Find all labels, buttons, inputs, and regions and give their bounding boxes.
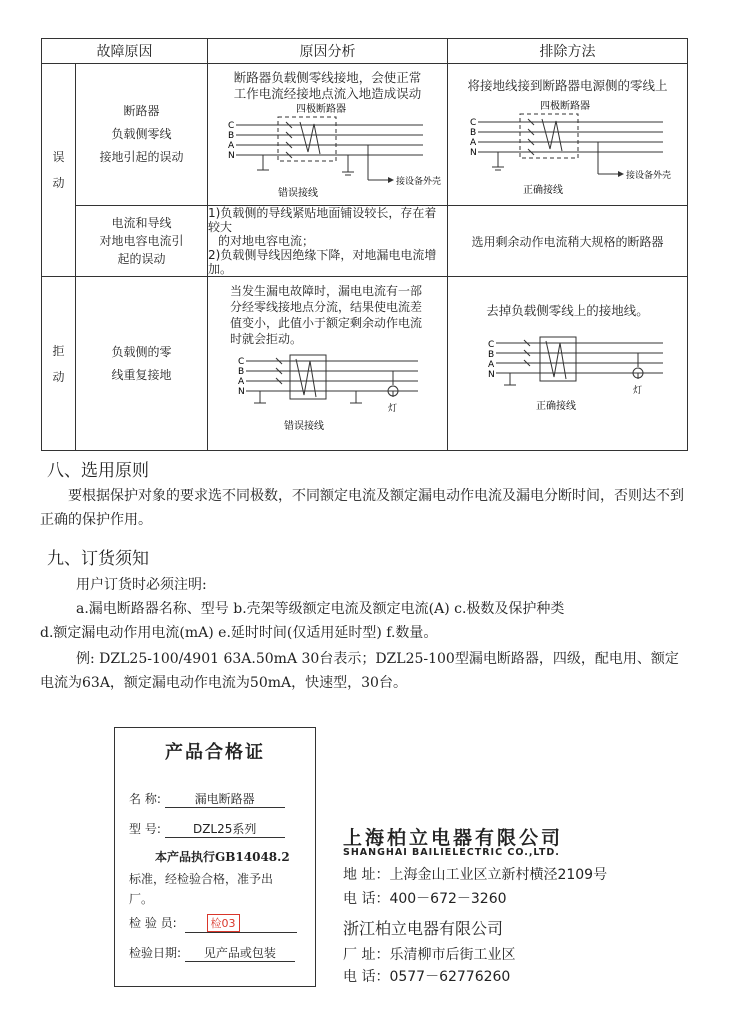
remedy-cell — [448, 277, 688, 451]
company-1-name-en: SHANGHAI BAILIELECTRIC CO.,LTD. — [343, 847, 560, 858]
remedy-cell: 选用剩余动作电流稍大规格的断路器 — [448, 206, 688, 277]
cause-line: 断路器 — [123, 104, 160, 118]
standard-line: 标准，经检验合格，准予出 — [129, 872, 274, 886]
category-char: 动 — [52, 369, 65, 384]
diagram-bottom-label: 正确接线 — [523, 185, 563, 196]
cause-line: 负载侧的零 — [111, 344, 172, 359]
table-row — [42, 277, 688, 451]
analysis-line: 1)负载侧的导线紧贴地面铺设较长，存在着较大 — [208, 206, 437, 234]
inspector-row — [129, 914, 297, 933]
header-analysis: 原因分析 — [208, 39, 448, 64]
diagram-bottom-label: 错误接线 — [278, 188, 318, 199]
company-2-name: 浙江柏立电器有限公司 — [343, 919, 504, 938]
inspector-label: 检 验 员: — [129, 916, 177, 930]
line-label-b: B — [228, 131, 235, 141]
lamp-label: 灯 — [633, 386, 643, 396]
analysis-cell — [208, 64, 448, 206]
order-line-2: a.漏电断路器名称、型号 b.壳架等级额定电流及额定电流(A) c.极数及保护种类 — [76, 601, 565, 617]
line-label-a: A — [470, 138, 477, 148]
model-label: 型 号: — [129, 822, 161, 836]
analysis-line: 断路器负载侧零线接地，会使正常 — [233, 70, 422, 85]
table-header-row — [42, 39, 688, 64]
section-8-title: 八、选用原则 — [47, 461, 149, 481]
name-value: 漏电断路器 — [165, 790, 285, 808]
line-label-n: N — [488, 370, 495, 380]
cause-line: 线重复接地 — [111, 367, 172, 382]
diagram-bottom-label: 错误接线 — [284, 421, 324, 432]
certificate-model-row — [129, 820, 285, 838]
inspector-stamp: 检03 — [207, 914, 240, 932]
section-8-body: 要根据保护对象的要求选不同极数，不同额定电流及额定漏电动作电流及漏电分断时间，否则达不到正确的保护作用。 — [40, 488, 684, 528]
cause-line: 起的误动 — [117, 252, 166, 266]
analysis-line: 当发生漏电故障时，漏电电流有一部 — [230, 284, 423, 298]
analysis-cell — [208, 206, 448, 277]
line-label-n: N — [228, 151, 235, 161]
line-label-a: A — [488, 360, 495, 370]
table-row — [42, 64, 688, 206]
header-remedy: 排除方法 — [448, 39, 688, 64]
diagram-bottom-label: 正确接线 — [536, 401, 576, 412]
wiring-diagram-correct — [448, 94, 686, 199]
cause-line: 对地电容电流引 — [99, 234, 184, 248]
model-value: DZL25系列 — [165, 820, 285, 838]
analysis-line: 时就会拒动。 — [230, 332, 303, 346]
line-label-b: B — [238, 367, 245, 377]
wiring-diagram-wrong — [208, 347, 446, 447]
remedy-title: 将接地线接到断路器电源侧的零线上 — [467, 78, 668, 93]
diagram-top-label: 四极断路器 — [540, 101, 590, 112]
category-char: 误 — [52, 150, 65, 164]
cause-cell — [76, 277, 208, 451]
fault-table — [41, 38, 688, 451]
company-2-address: 厂 址：乐清柳市后街工业区 — [343, 947, 516, 963]
remedy-title: 去掉负载侧零线上的接地线。 — [486, 303, 649, 318]
standard-line: 本产品执行GB14048.2 — [155, 850, 290, 864]
analysis-line: 的对地电容电流； — [218, 234, 315, 248]
category-refuse — [42, 277, 76, 451]
company-1-phone: 电 话：400－672－3260 — [343, 891, 507, 907]
line-label-b: B — [470, 128, 477, 138]
product-certificate — [114, 727, 316, 987]
category-char: 拒 — [52, 343, 65, 358]
analysis-cell — [208, 277, 448, 451]
analysis-line: 工作电流经接地点流入地造成误动 — [233, 86, 422, 101]
company-1-address: 地 址：上海金山工业区立新村横泾2109号 — [343, 867, 608, 883]
order-example: 例: DZL25-100/4901 63A.50mA 30台表示；DZL25-100型漏电断路器，四级，配电用、额定电流为63A，额定漏电动作电流为50mA，快速型，30台。 — [40, 651, 679, 691]
line-label-c: C — [488, 340, 495, 350]
date-value: 见产品或包装 — [185, 944, 295, 962]
line-label-c: C — [238, 357, 245, 367]
date-label: 检验日期: — [129, 946, 182, 960]
date-row — [129, 944, 295, 962]
line-label-a: A — [228, 141, 235, 151]
line-label-c: C — [228, 121, 235, 131]
diagram-top-label: 四极断路器 — [296, 104, 346, 115]
analysis-line: 2)负载侧导线因绝缘下降，对地漏电电流增加。 — [208, 248, 437, 276]
diagram-arrow-label: 接设备外壳 — [396, 177, 442, 187]
cause-line: 负载侧零线 — [111, 127, 172, 141]
header-cause: 故障原因 — [42, 39, 208, 64]
line-label-c: C — [470, 118, 477, 128]
cause-cell — [76, 206, 208, 277]
order-line-3: d.额定漏电动作用电流(mA) e.延时时间(仅适用延时型) f.数量。 — [40, 625, 438, 641]
lamp-label: 灯 — [388, 404, 398, 414]
certificate-title: 产品合格证 — [165, 742, 265, 763]
line-label-n: N — [238, 387, 245, 397]
line-label-a: A — [238, 377, 245, 387]
cause-line: 接地引起的误动 — [99, 150, 184, 164]
diagram-arrow-label: 接设备外壳 — [626, 171, 672, 181]
wiring-diagram-correct — [448, 319, 686, 429]
company-2-phone: 电 话：0577－62776260 — [343, 969, 511, 985]
analysis-line: 值变小，此值小于额定剩余动作电流 — [230, 316, 423, 330]
order-line-1: 用户订货时必须注明: — [76, 577, 207, 593]
line-label-n: N — [470, 148, 477, 158]
section-9-title: 九、订货须知 — [47, 549, 149, 569]
wiring-diagram-wrong — [208, 102, 446, 202]
company-1-name: 上海柏立电器有限公司 — [343, 827, 564, 849]
analysis-line: 分经零线接地点分流，结果使电流差 — [230, 300, 423, 314]
cause-cell — [76, 64, 208, 206]
category-char: 动 — [52, 176, 65, 190]
remedy-cell — [448, 64, 688, 206]
name-label: 名 称: — [129, 792, 161, 806]
standard-line: 厂。 — [129, 892, 154, 906]
line-label-b: B — [488, 350, 495, 360]
certificate-name-row — [129, 790, 285, 808]
category-misoperation — [42, 64, 76, 277]
table-row — [42, 206, 688, 277]
cause-line: 电流和导线 — [111, 216, 172, 230]
